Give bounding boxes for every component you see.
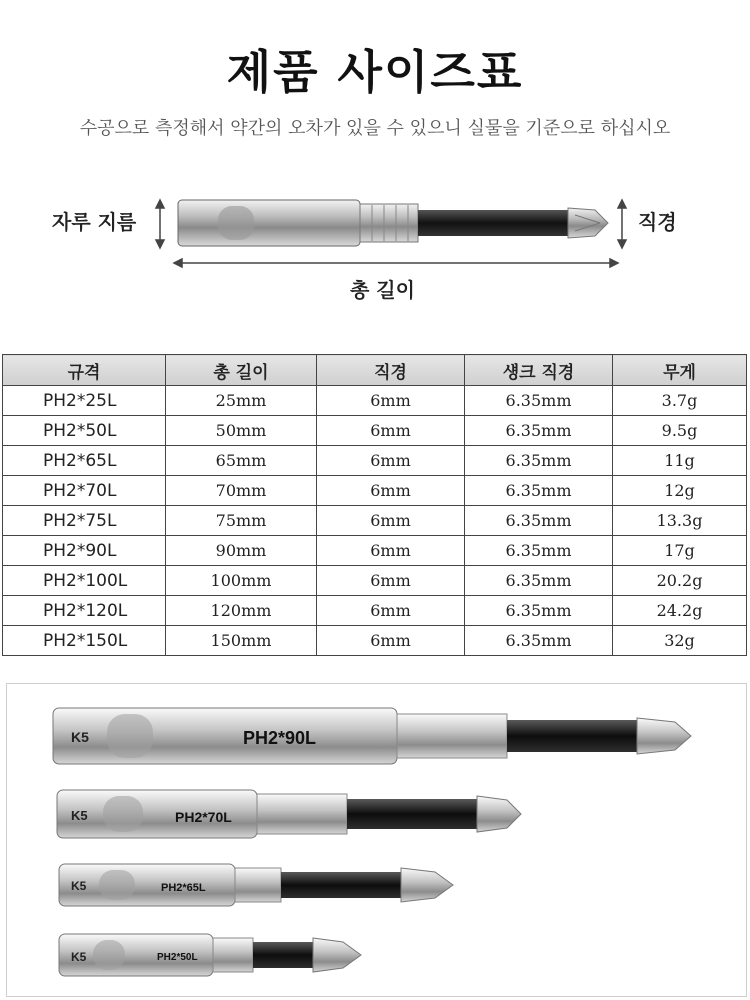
- handle-diameter-arrow: [156, 200, 164, 248]
- cell-total-length: 100mm: [166, 566, 317, 596]
- table-row: [3, 506, 747, 536]
- cell-shank-diameter: 6.35mm: [465, 416, 613, 446]
- cell-shank-diameter: 6.35mm: [465, 626, 613, 656]
- bit-3-brand: K5: [71, 879, 87, 893]
- cell-diameter: 6mm: [317, 416, 465, 446]
- cell-weight: 17g: [613, 536, 747, 566]
- cell-weight: 32g: [613, 626, 747, 656]
- cell-model: PH2*50L: [3, 416, 166, 446]
- header-weight: 무게: [613, 355, 747, 386]
- total-length-arrow: [174, 259, 618, 267]
- table-row: [3, 566, 747, 596]
- handle-diameter-label: 자루 지름: [52, 210, 137, 234]
- screwdriver-bit-illustration: [178, 200, 608, 246]
- table-row: [3, 626, 747, 656]
- cell-diameter: 6mm: [317, 626, 465, 656]
- header-total-length: 총 길이: [166, 355, 317, 386]
- table-row: [3, 536, 747, 566]
- tip-diameter-arrow: [618, 200, 626, 248]
- header-model: 규격: [3, 355, 166, 386]
- cell-shank-diameter: 6.35mm: [465, 386, 613, 416]
- cell-diameter: 6mm: [317, 476, 465, 506]
- bit-diagram-svg: [0, 170, 750, 310]
- cell-model: PH2*65L: [3, 446, 166, 476]
- cell-weight: 24.2g: [613, 596, 747, 626]
- bit-ph2-65l: [59, 864, 453, 906]
- cell-weight: 12g: [613, 476, 747, 506]
- dimension-diagram: [0, 170, 750, 310]
- cell-weight: 9.5g: [613, 416, 747, 446]
- cell-model: PH2*25L: [3, 386, 166, 416]
- product-photo: [6, 683, 747, 997]
- size-table: [2, 354, 747, 656]
- header-diameter: 직경: [317, 355, 465, 386]
- bit-3-model: PH2*65L: [161, 882, 206, 894]
- bit-ph2-90l: [53, 708, 691, 764]
- cell-model: PH2*75L: [3, 506, 166, 536]
- cell-total-length: 75mm: [166, 506, 317, 536]
- cell-model: PH2*150L: [3, 626, 166, 656]
- bit-ph2-50l: [59, 934, 361, 976]
- cell-weight: 13.3g: [613, 506, 747, 536]
- bit-2-model: PH2*70L: [175, 809, 232, 825]
- header-shank-diameter: 섕크 직경: [465, 355, 613, 386]
- table-row: [3, 416, 747, 446]
- cell-total-length: 120mm: [166, 596, 317, 626]
- cell-shank-diameter: 6.35mm: [465, 476, 613, 506]
- cell-shank-diameter: 6.35mm: [465, 446, 613, 476]
- bits-photo-svg: [7, 684, 746, 996]
- cell-model: PH2*120L: [3, 596, 166, 626]
- cell-total-length: 50mm: [166, 416, 317, 446]
- bit-1-model: PH2*90L: [243, 728, 317, 748]
- cell-model: PH2*70L: [3, 476, 166, 506]
- bit-2-brand: K5: [71, 808, 88, 823]
- bit-ph2-70l: [57, 790, 521, 838]
- bit-4-brand: K5: [71, 950, 87, 964]
- cell-diameter: 6mm: [317, 566, 465, 596]
- cell-shank-diameter: 6.35mm: [465, 566, 613, 596]
- cell-total-length: 70mm: [166, 476, 317, 506]
- table-row: [3, 446, 747, 476]
- table-header-row: [3, 355, 747, 386]
- measurement-note: 수공으로 측정해서 약간의 오차가 있을 수 있으니 실물을 기준으로 하십시오: [79, 118, 671, 139]
- page-title: 제품 사이즈표: [226, 45, 524, 99]
- cell-shank-diameter: 6.35mm: [465, 506, 613, 536]
- cell-total-length: 25mm: [166, 386, 317, 416]
- cell-total-length: 150mm: [166, 626, 317, 656]
- cell-shank-diameter: 6.35mm: [465, 596, 613, 626]
- bit-4-model: PH2*50L: [157, 952, 198, 963]
- total-length-label: 총 길이: [350, 278, 415, 302]
- bit-1-brand: K5: [71, 729, 89, 745]
- tip-diameter-label: 직경: [638, 210, 677, 234]
- table-row: [3, 476, 747, 506]
- table-row: [3, 386, 747, 416]
- cell-weight: 3.7g: [613, 386, 747, 416]
- cell-total-length: 65mm: [166, 446, 317, 476]
- cell-diameter: 6mm: [317, 506, 465, 536]
- cell-shank-diameter: 6.35mm: [465, 536, 613, 566]
- cell-total-length: 90mm: [166, 536, 317, 566]
- cell-weight: 11g: [613, 446, 747, 476]
- cell-model: PH2*100L: [3, 566, 166, 596]
- cell-model: PH2*90L: [3, 536, 166, 566]
- cell-diameter: 6mm: [317, 596, 465, 626]
- table-row: [3, 596, 747, 626]
- cell-diameter: 6mm: [317, 386, 465, 416]
- cell-weight: 20.2g: [613, 566, 747, 596]
- cell-diameter: 6mm: [317, 446, 465, 476]
- cell-diameter: 6mm: [317, 536, 465, 566]
